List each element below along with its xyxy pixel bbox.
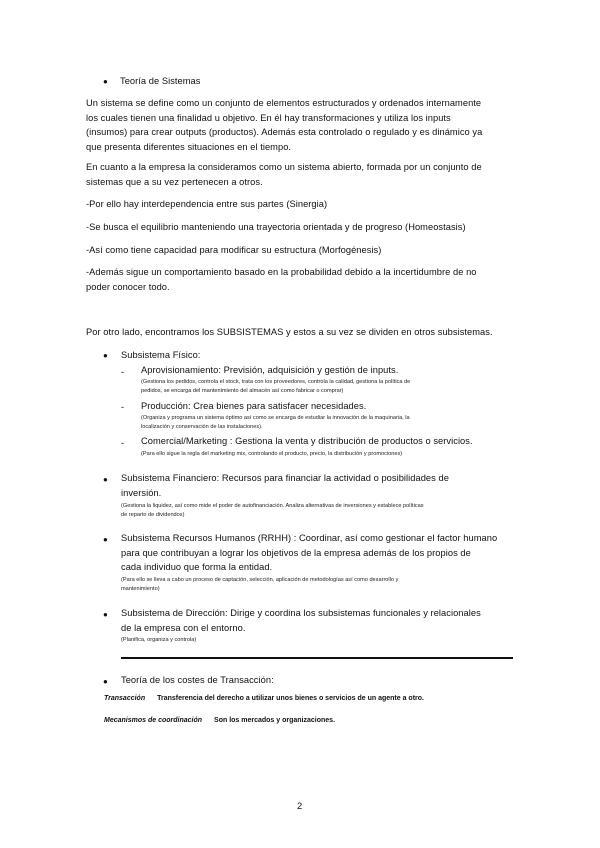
bullet-icon: ● <box>103 535 108 544</box>
dash-icon: - <box>121 438 125 448</box>
aprovisionamiento-note <box>141 378 410 395</box>
definition-label: Mecanismos de coordinación <box>104 717 203 724</box>
note-line: (Gestiona la liquidez, así como mide el poder de autofinanciación. Analiza alternativas de inversiones y establece políticas <box>121 503 424 509</box>
paragraph-definicion <box>86 96 482 154</box>
text-line: que presenta diferentes situaciones en el tiempo. <box>86 141 292 152</box>
direccion-note: (Planifica, organiza y controla) <box>121 637 197 643</box>
line-sinergia: -Por ello hay interdependencia entre sus partes (Sinergia) <box>86 199 328 209</box>
text-line: de la empresa con el entorno. <box>121 622 246 633</box>
subsistema-financiero-title <box>121 471 449 500</box>
text-line: -Además sigue un comportamiento basado en la probabilidad debido a la incertidumbre de no <box>86 267 477 277</box>
dash-icon: - <box>121 402 125 412</box>
text-line: Un sistema se define como un conjunto de elementos estructurados y ordenados internamente <box>86 98 482 108</box>
note-line: pedidos, se encarga del mantenimiento del almacén así como fabricar o comprar) <box>141 387 344 394</box>
bullet-icon: ● <box>103 77 108 86</box>
subsistema-fisico-title: Subsistema Físico: <box>121 350 201 360</box>
subsystems-intro: Por otro lado, encontramos los SUBSISTEMAS y estos a su vez se dividen en otros subsistemas. <box>86 327 493 337</box>
text-line: los cuales tienen una finalidad u objetivo. En él hay transformaciones y utiliza los inputs <box>86 112 451 123</box>
definition-label: Transacción <box>104 695 146 702</box>
subsistema-rrhh-title <box>121 531 497 575</box>
definition-text: Son los mercados y organizaciones. <box>214 717 336 724</box>
text-line: poder conocer todo. <box>86 281 170 292</box>
paragraph-incertidumbre <box>86 265 477 294</box>
text-line: En cuanto a la empresa la consideramos como un sistema abierto, formada por un conjunto de <box>86 162 482 172</box>
bullet-icon: ● <box>103 677 108 686</box>
text-line: (insumos) para crear outputs (productos). Además esta controlado o regulado y es dinámico ya <box>86 127 483 137</box>
section-heading-costes: Teoría de los costes de Transacción: <box>121 675 274 685</box>
definition-transaccion <box>104 693 424 704</box>
section-heading-sistemas: Teoría de Sistemas <box>120 76 201 86</box>
aprovisionamiento-title: Aprovisionamiento: Previsión, adquisición y gestión de inputs. <box>141 365 399 375</box>
comercial-title: Comercial/Marketing : Gestiona la venta y distribución de productos o servicios. <box>141 436 473 446</box>
rrhh-note <box>121 576 398 593</box>
definition-text: Transferencia del derecho a utilizar unos bienes o servicios de un agente a otro. <box>157 695 424 702</box>
text-line: para que contribuyan a lograr los objetivos de la empresa además de los propios de <box>121 547 471 558</box>
note-line: (Para ello se lleva a cabo un proceso de captación, selección, aplicación de metodologías así como desarrollo y <box>121 577 399 583</box>
bullet-icon: ● <box>103 610 108 619</box>
financiero-note <box>121 502 424 519</box>
text-line: Subsistema Financiero: Recursos para financiar la actividad o posibilidades de <box>121 473 449 483</box>
produccion-note <box>141 414 410 431</box>
note-line: (Organiza y programa un sistema óptimo así como se encarga de estudiar la innovación de la maquinaria, la <box>141 415 410 421</box>
note-line: mantenimiento) <box>121 585 160 592</box>
section-divider <box>121 657 513 659</box>
text-line: cada individuo que forma la entidad. <box>121 562 273 572</box>
note-line: localización y conservación de las instalaciones). <box>141 423 263 430</box>
line-homeostasis: -Se busca el equilibrio manteniendo una trayectoria orientada y de progreso (Homeostasis) <box>86 222 466 232</box>
text-line: Subsistema Recursos Humanos (RRHH) : Coordinar, así como gestionar el factor humano <box>121 533 498 543</box>
bullet-icon: ● <box>103 475 108 484</box>
produccion-title: Producción: Crea bienes para satisfacer necesidades. <box>141 401 367 411</box>
note-line: de reparto de dividendos) <box>121 511 185 518</box>
comercial-note: (Para ello sigue la regla del marketing mix, controlando el producto, precio, la distribución y promociones) <box>141 451 403 457</box>
bullet-icon: ● <box>103 351 108 360</box>
definition-mecanismos <box>104 715 335 726</box>
line-morfogenesis: -Así como tiene capacidad para modificar su estructura (Morfogénesis) <box>86 245 382 255</box>
text-line: inversión. <box>121 487 162 498</box>
note-line: (Gestiona los pedidos, controla el stock, trata con los proveedores, controla la calidad, gestiona la política de <box>141 379 411 385</box>
text-line: Subsistema de Dirección: Dirige y coordina los subsistemas funcionales y relacionales <box>121 608 481 618</box>
paragraph-empresa <box>86 160 482 189</box>
page-number: 2 <box>297 801 303 811</box>
subsistema-direccion-title <box>121 606 481 635</box>
text-line: sistemas que a su vez pertenecen a otros. <box>86 176 263 187</box>
dash-icon: - <box>121 367 125 377</box>
